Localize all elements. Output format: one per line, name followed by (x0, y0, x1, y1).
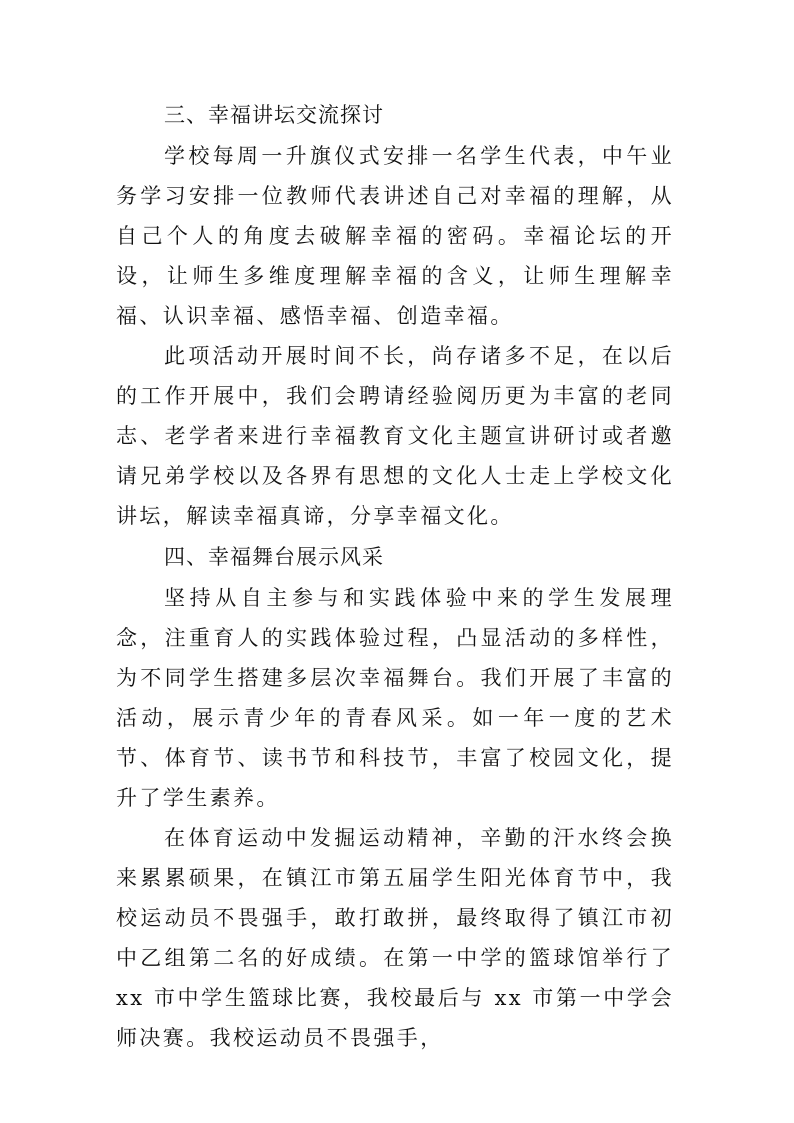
paragraph: 坚持从自主参与和实践体验中来的学生发展理念，注重育人的实践体验过程，凸显活动的多样性，为不同学生搭建多层次幸福舞台。我们开展了丰富的活动，展示青少年的青春风采。如一年一度的艺术节、体育节、读书节和科技节，丰富了校园文化，提升了学生素养。 (116, 586, 674, 810)
paragraph: 此项活动开展时间不长，尚存诸多不足，在以后的工作开展中，我们会聘请经验阅历更为丰富的老同志、老学者来进行幸福教育文化主题宣讲研讨或者邀请兄弟学校以及各界有思想的文化人士走上学校文化讲坛，解读幸福真谛，分享幸福文化。 (116, 344, 674, 528)
section-heading-3: 三、幸福讲坛交流探讨 (164, 103, 384, 127)
section-heading-4: 四、幸福舞台展示风采 (164, 545, 384, 569)
paragraph: 在体育运动中发掘运动精神，辛勤的汗水终会换来累累硕果，在镇江市第五届学生阳光体育节中，我校运动员不畏强手，敢打敢拼，最终取得了镇江市初中乙组第二名的好成绩。在第一中学的篮球馆举行了 xx 市中学生篮球比赛，我校最后与 xx 市第一中学会师决赛。我校运动员不畏强手， (116, 826, 674, 1050)
paragraph: 学校每周一升旗仪式安排一名学生代表，中午业务学习安排一位教师代表讲述自己对幸福的理解，从自己个人的角度去破解幸福的密码。幸福论坛的开设，让师生多维度理解幸福的含义，让师生理解幸福、认识幸福、感悟幸福、创造幸福。 (116, 144, 674, 328)
